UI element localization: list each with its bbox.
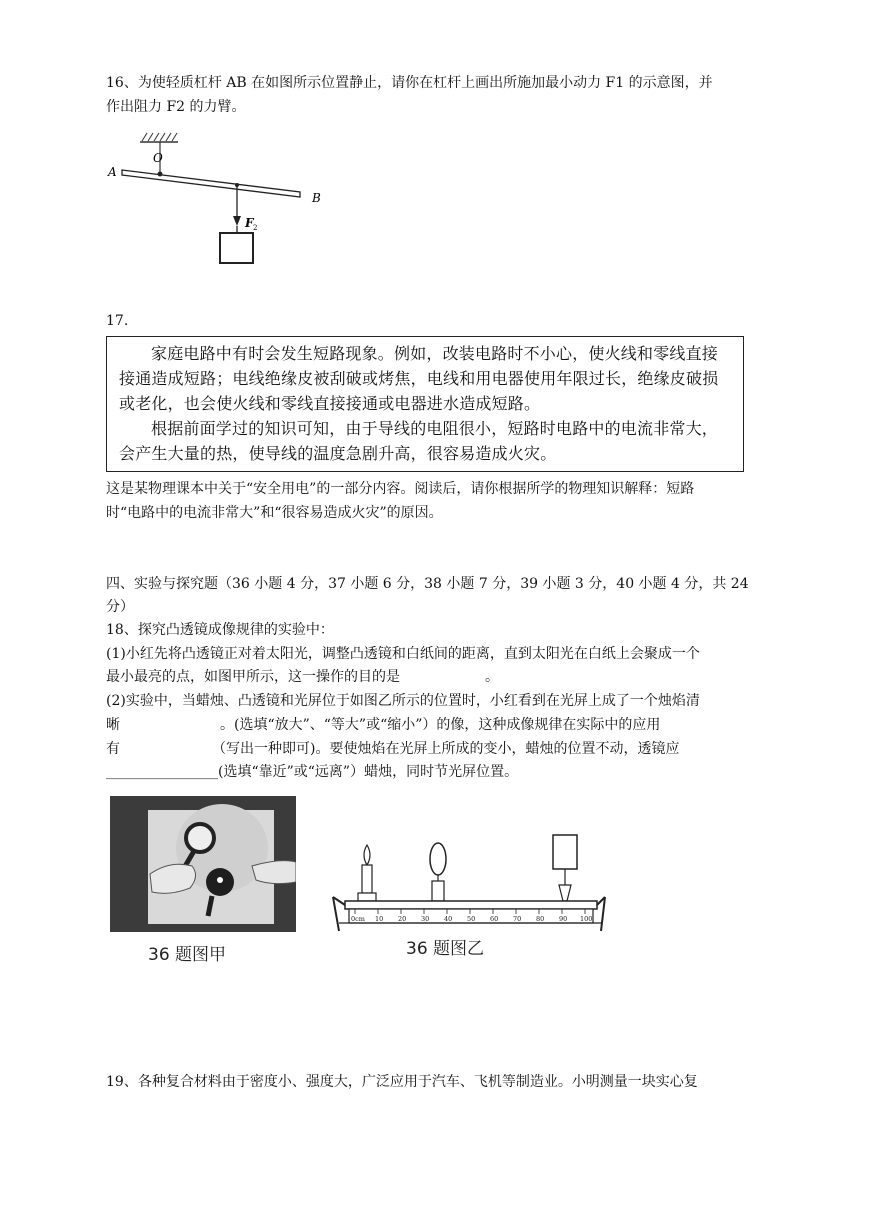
q18-p2-line2-text: 。(选填“放大”、“等大”或“缩小”）的像，这种成像规律在实际中的应用 bbox=[220, 717, 661, 733]
figure-b-caption: 36 题图乙 bbox=[406, 939, 485, 959]
ruler-tick-40: 40 bbox=[444, 915, 453, 923]
q18-p1-line1: (1)小红先将凸透镜正对着太阳光，调整凸透镜和白纸间的距离，直到太阳光在白纸上会聚成一个 bbox=[106, 646, 700, 662]
excerpt-paragraph-1: 家庭电路中有时会发生短路现象。例如，改装电路时不小心，使火线和零线直接接通造成短路；电线绝缘皮被刮破或烤焦，电线和用电器使用年限过长，绝缘皮破损或老化，也会使火线和零线直接接通或电器进水造成短路。 bbox=[119, 344, 719, 413]
section4-line2: 分） bbox=[106, 599, 134, 615]
q18-title: 18、探究凸透镜成像规律的实验中： bbox=[106, 622, 334, 638]
q17-number: 17. bbox=[106, 313, 129, 329]
optical-bench-diagram bbox=[325, 825, 615, 940]
q16-line1: 16、为使轻质杠杆 AB 在如图所示位置静止，请你在杠杆上画出所施加最小动力 F1 的示意图，并 bbox=[106, 75, 713, 91]
ruler-tick-0: 0cm bbox=[351, 915, 365, 923]
ruler-tick-20: 20 bbox=[398, 915, 407, 923]
section4-line1: 四、实验与探究题（36 小题 4 分，37 小题 6 分，38 小题 7 分，39 小题 3 分，40 小题 4 分，共 24 bbox=[106, 576, 749, 592]
q19-line1: 19、各种复合材料由于密度小、强度大，广泛应用于汽车、飞机等制造业。小明测量一块实心复 bbox=[106, 1074, 698, 1090]
figure-a-caption: 36 题图甲 bbox=[148, 945, 227, 965]
lever-diagram bbox=[100, 130, 340, 270]
q16-line2: 作出阻力 F2 的力臂。 bbox=[106, 99, 246, 115]
lens-focus-photo bbox=[110, 796, 296, 932]
label-F: F bbox=[245, 216, 254, 230]
ruler-tick-30: 30 bbox=[421, 915, 430, 923]
excerpt-paragraph-2: 根据前面学过的知识可知，由于导线的电阻很小，短路时电路中的电流非常大，会产生大量的热，使导线的温度急剧升高，很容易造成火灾。 bbox=[119, 419, 719, 463]
ruler-tick-50: 50 bbox=[467, 915, 476, 923]
ruler-tick-80: 80 bbox=[536, 915, 545, 923]
q18-p2-line2-start: 晰 bbox=[106, 717, 120, 733]
q18-p2-line3 bbox=[106, 738, 679, 760]
ruler-tick-60: 60 bbox=[490, 915, 499, 923]
q18-p2-line4: ________________(选填“靠近”或“远离”）蜡烛，同时节光屏位置。 bbox=[106, 764, 519, 780]
q18-p2-line3-text: （写出一种即可)。要使烛焰在光屏上所成的变小，蜡烛的位置不动，透镜应 bbox=[212, 741, 680, 757]
q18-p1-line2-end: 。 bbox=[485, 669, 499, 685]
q18-p2-line3-start: 有 bbox=[106, 741, 120, 757]
label-F-sub: 2 bbox=[253, 224, 258, 232]
ruler-tick-10: 10 bbox=[375, 915, 384, 923]
ruler-tick-70: 70 bbox=[513, 915, 522, 923]
textbook-excerpt-box bbox=[106, 336, 744, 472]
q17-after-line1: 这是某物理课本中关于“安全用电”的一部分内容。阅读后，请你根据所学的物理知识解释：短路 bbox=[106, 481, 695, 497]
ruler-tick-90: 90 bbox=[559, 915, 568, 923]
q18-p2-line1: (2)实验中，当蜡烛、凸透镜和光屏位于如图乙所示的位置时，小红看到在光屏上成了一个烛焰清 bbox=[106, 693, 700, 709]
q18-p1-line2-text: 最小最亮的点，如图甲所示，这一操作的目的是 bbox=[106, 669, 400, 685]
label-O: O bbox=[153, 151, 163, 165]
label-B: B bbox=[312, 191, 321, 205]
q18-p2-line2 bbox=[106, 714, 660, 736]
label-A: A bbox=[108, 165, 117, 179]
ruler-tick-100: 100 bbox=[580, 915, 593, 923]
q17-after-line2: 时“电路中的电流非常大”和“很容易造成火灾”的原因。 bbox=[106, 505, 443, 521]
q18-p1-line2 bbox=[106, 666, 499, 688]
